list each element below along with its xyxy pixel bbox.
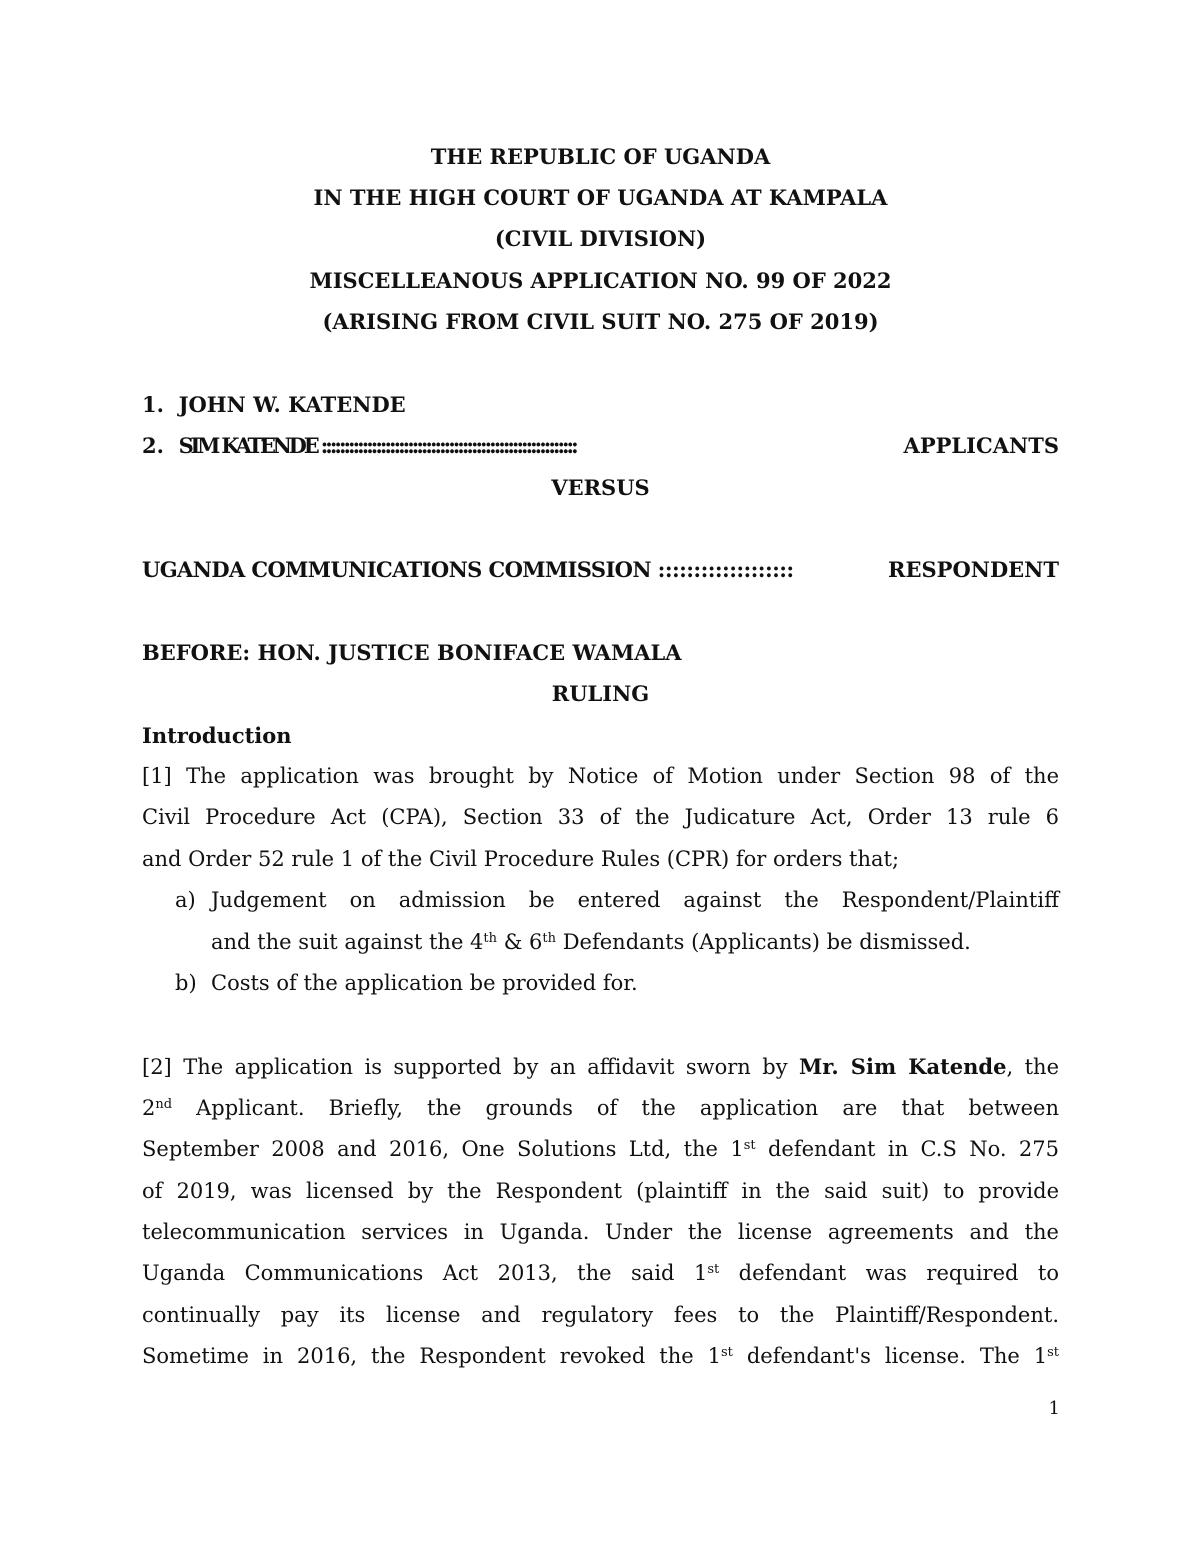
heading-court: IN THE HIGH COURT OF UGANDA AT KAMPALA xyxy=(313,185,888,210)
para2-l8-mid: defendant's license. The 1 xyxy=(732,1344,1048,1368)
heading-republic: THE REPUBLIC OF UGANDA xyxy=(430,144,771,169)
applicant-1-number: 1. xyxy=(142,392,164,417)
applicant-1-name: JOHN W. KATENDE xyxy=(178,392,406,417)
para2-l2-sup: nd xyxy=(155,1097,173,1112)
para2-line6 xyxy=(142,1253,1059,1294)
para2-line5: telecommunication services in Uganda. Under the license agreements and the xyxy=(142,1220,1059,1244)
applicant-1 xyxy=(142,384,1059,425)
para1-line1: [1] The application was brought by Notice of Motion under Section 98 of the xyxy=(142,764,1059,788)
applicant-2-name: SIM KATENDE :::::::::::::::::::::::::::::::::::::::::::::::::::::::: xyxy=(178,433,576,458)
introduction-heading: Introduction xyxy=(142,723,292,748)
para2-line8 xyxy=(142,1336,1059,1377)
para2-l6-tail: defendant was required to xyxy=(719,1261,1060,1285)
para1-line2: Civil Procedure Act (CPA), Section 33 of the Judicature Act, Order 13 rule 6 xyxy=(142,805,1059,829)
para2-l6-sup: st xyxy=(707,1262,720,1277)
para2-l2-text: 2 xyxy=(142,1096,156,1120)
para1-line3: and Order 52 rule 1 of the Civil Procedure Rules (CPR) for orders that; xyxy=(142,847,900,871)
applicant-2 xyxy=(142,425,1059,466)
para2-l6-text: Uganda Communications Act 2013, the said 1 xyxy=(142,1261,708,1285)
para2-line2 xyxy=(142,1088,1059,1129)
heading-application: MISCELLEANOUS APPLICATION NO. 99 OF 2022 xyxy=(309,268,892,293)
para2-l8-sup: st xyxy=(721,1345,733,1360)
respondent-line xyxy=(142,549,1059,590)
para2-line4: of 2019, was licensed by the Respondent (plaintiff in the said suit) to provide xyxy=(142,1179,1059,1203)
item-b-label: b) xyxy=(175,971,197,995)
para2-l3-tail: defendant in C.S No. 275 xyxy=(755,1137,1059,1161)
respondent-name: UGANDA COMMUNICATIONS COMMISSION ::::::::::::::::::: xyxy=(142,557,794,582)
para2-l8-sup-2: st xyxy=(1047,1345,1059,1360)
applicants-label: APPLICANTS xyxy=(903,433,1059,458)
heading-division: (CIVIL DIVISION) xyxy=(494,226,707,251)
para2-l1-tail: , the xyxy=(1006,1055,1059,1079)
item-b-line1: Costs of the application be provided for. xyxy=(211,971,638,995)
ruling-title: RULING xyxy=(551,681,650,706)
item-a-sup-2: th xyxy=(542,931,557,946)
para2-l3-text: September 2008 and 2016, One Solutions Ltd, the 1 xyxy=(142,1137,744,1161)
item-a-sup-1: th xyxy=(483,931,498,946)
applicant-2-number: 2. xyxy=(142,433,164,458)
item-a-text-3: Defendants (Applicants) be dismissed. xyxy=(556,930,971,954)
item-a-label: a) xyxy=(175,888,196,912)
respondent-label: RESPONDENT xyxy=(888,557,1059,582)
item-a-text-1: and the suit against the 4 xyxy=(211,930,484,954)
item-a-line1: Judgement on admission be entered against the Respondent/Plaintiff xyxy=(211,888,1059,912)
item-a-text-2: & 6 xyxy=(497,930,543,954)
para2-line7: continually pay its license and regulatory fees to the Plaintiff/Respondent. xyxy=(142,1303,1059,1327)
para2-l1-text: [2] The application is supported by an affidavit sworn by xyxy=(142,1055,800,1079)
para2-line3 xyxy=(142,1129,1059,1170)
before-judge: BEFORE: HON. JUSTICE BONIFACE WAMALA xyxy=(142,640,682,665)
para2-l8-text: Sometime in 2016, the Respondent revoked the 1 xyxy=(142,1344,721,1368)
para2-l1-bold-name: Mr. Sim Katende xyxy=(799,1054,1007,1079)
page-number: 1 xyxy=(1048,1398,1060,1419)
para2-l2-tail: Applicant. Briefly, the grounds of the application are that between xyxy=(172,1096,1059,1120)
para2-l3-sup: st xyxy=(743,1138,756,1153)
versus: VERSUS xyxy=(551,475,650,500)
heading-arising: (ARISING FROM CIVIL SUIT NO. 275 OF 2019) xyxy=(322,309,879,334)
para2-line1 xyxy=(142,1046,1059,1088)
item-a-line2 xyxy=(211,922,1059,963)
